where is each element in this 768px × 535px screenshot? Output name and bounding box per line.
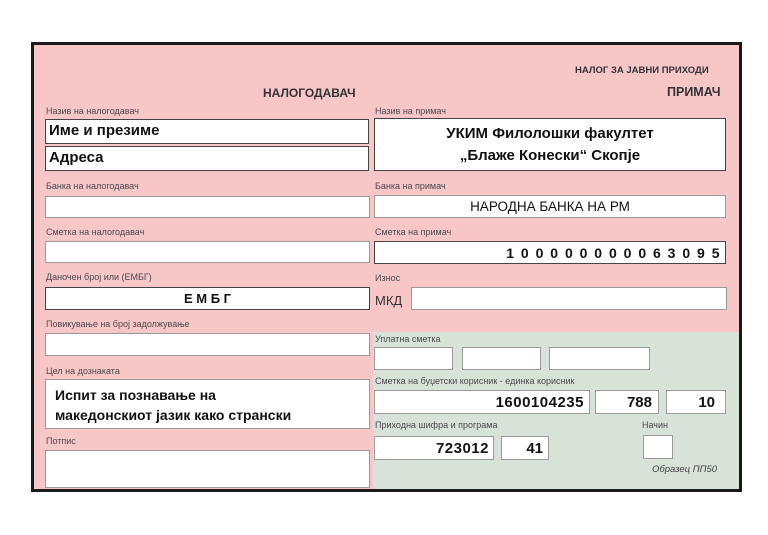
amount-label: Износ (375, 273, 401, 283)
form-title: НАЛОГ ЗА ЈАВНИ ПРИХОДИ (575, 65, 709, 76)
payer-heading: НАЛОГОДАВАЧ (263, 86, 356, 100)
purpose-field[interactable] (45, 379, 370, 429)
budget-sub-value: 10 (698, 393, 715, 411)
currency-label: МКД (375, 293, 403, 308)
amount-field[interactable] (411, 287, 727, 310)
program-value: 41 (526, 439, 543, 457)
program-field[interactable] (501, 436, 549, 460)
payer-address-value: Адреса (49, 149, 104, 166)
recipient-bank-field[interactable] (374, 195, 726, 218)
payer-name-label: Назив на налогодавач (46, 106, 139, 116)
reference-field[interactable] (45, 333, 370, 356)
form-model-label: Образец ПП50 (652, 464, 718, 475)
budget-account-field[interactable] (374, 390, 590, 414)
payer-account-label: Сметка на налогодавач (46, 227, 145, 237)
payer-name-field[interactable] (45, 119, 369, 144)
revenue-code-value: 723012 (435, 439, 489, 457)
payment-order-form (31, 42, 742, 492)
signature-field[interactable] (45, 450, 370, 488)
recipient-account-label: Сметка на примач (375, 227, 452, 237)
method-label: Начин (642, 420, 668, 430)
recipient-name-field[interactable] (374, 118, 726, 171)
payment-account-field-3[interactable] (549, 347, 650, 370)
recipient-heading: ПРИМАЧ (667, 85, 721, 99)
payment-account-field-1[interactable] (374, 347, 453, 370)
budget-account-label: Сметка на буџетски корисник - единка корисник (375, 376, 575, 386)
revenue-code-label: Приходна шифра и програма (375, 420, 498, 430)
method-field[interactable] (643, 435, 673, 459)
payer-address-field[interactable] (45, 146, 369, 171)
signature-label: Потпис (46, 436, 76, 446)
budget-unit-field[interactable] (595, 390, 659, 414)
payment-account-field-2[interactable] (462, 347, 541, 370)
budget-sub-field[interactable] (666, 390, 726, 414)
purpose-line-2: македонскиот јазик како странски (55, 407, 292, 423)
tax-id-value: Е М Б Г (183, 291, 232, 306)
tax-id-label: Даночен број или (ЕМБГ) (46, 272, 152, 282)
recipient-name-label: Назив на примач (375, 106, 446, 116)
tax-id-field[interactable] (45, 287, 370, 310)
purpose-line-1: Испит за познавање на (55, 387, 216, 403)
budget-unit-value: 788 (626, 393, 652, 411)
recipient-account-field[interactable] (374, 241, 726, 264)
recipient-bank-label: Банка на примач (375, 181, 446, 191)
budget-account-value: 1600104235 (495, 393, 584, 411)
recipient-name-line-1: УКИМ Филолошки факултет (446, 124, 654, 142)
recipient-name-line-2: „Блаже Конески“ Скопје (459, 146, 641, 164)
recipient-bank-value: НАРОДНА БАНКА НА РМ (470, 199, 630, 214)
payer-bank-label: Банка на налогодавач (46, 181, 139, 191)
purpose-label: Цел на дознаката (46, 366, 120, 376)
revenue-code-field[interactable] (374, 436, 494, 460)
reference-label: Повикување на број задолжување (46, 319, 190, 329)
payment-account-label: Уплатна сметка (375, 334, 441, 344)
payer-name-value: Име и презиме (49, 122, 160, 139)
recipient-account-value: 1 0 0 0 0 0 0 0 0 0 6 3 0 9 5 (506, 244, 721, 261)
payer-bank-field[interactable] (45, 196, 370, 218)
payer-account-field[interactable] (45, 241, 370, 263)
